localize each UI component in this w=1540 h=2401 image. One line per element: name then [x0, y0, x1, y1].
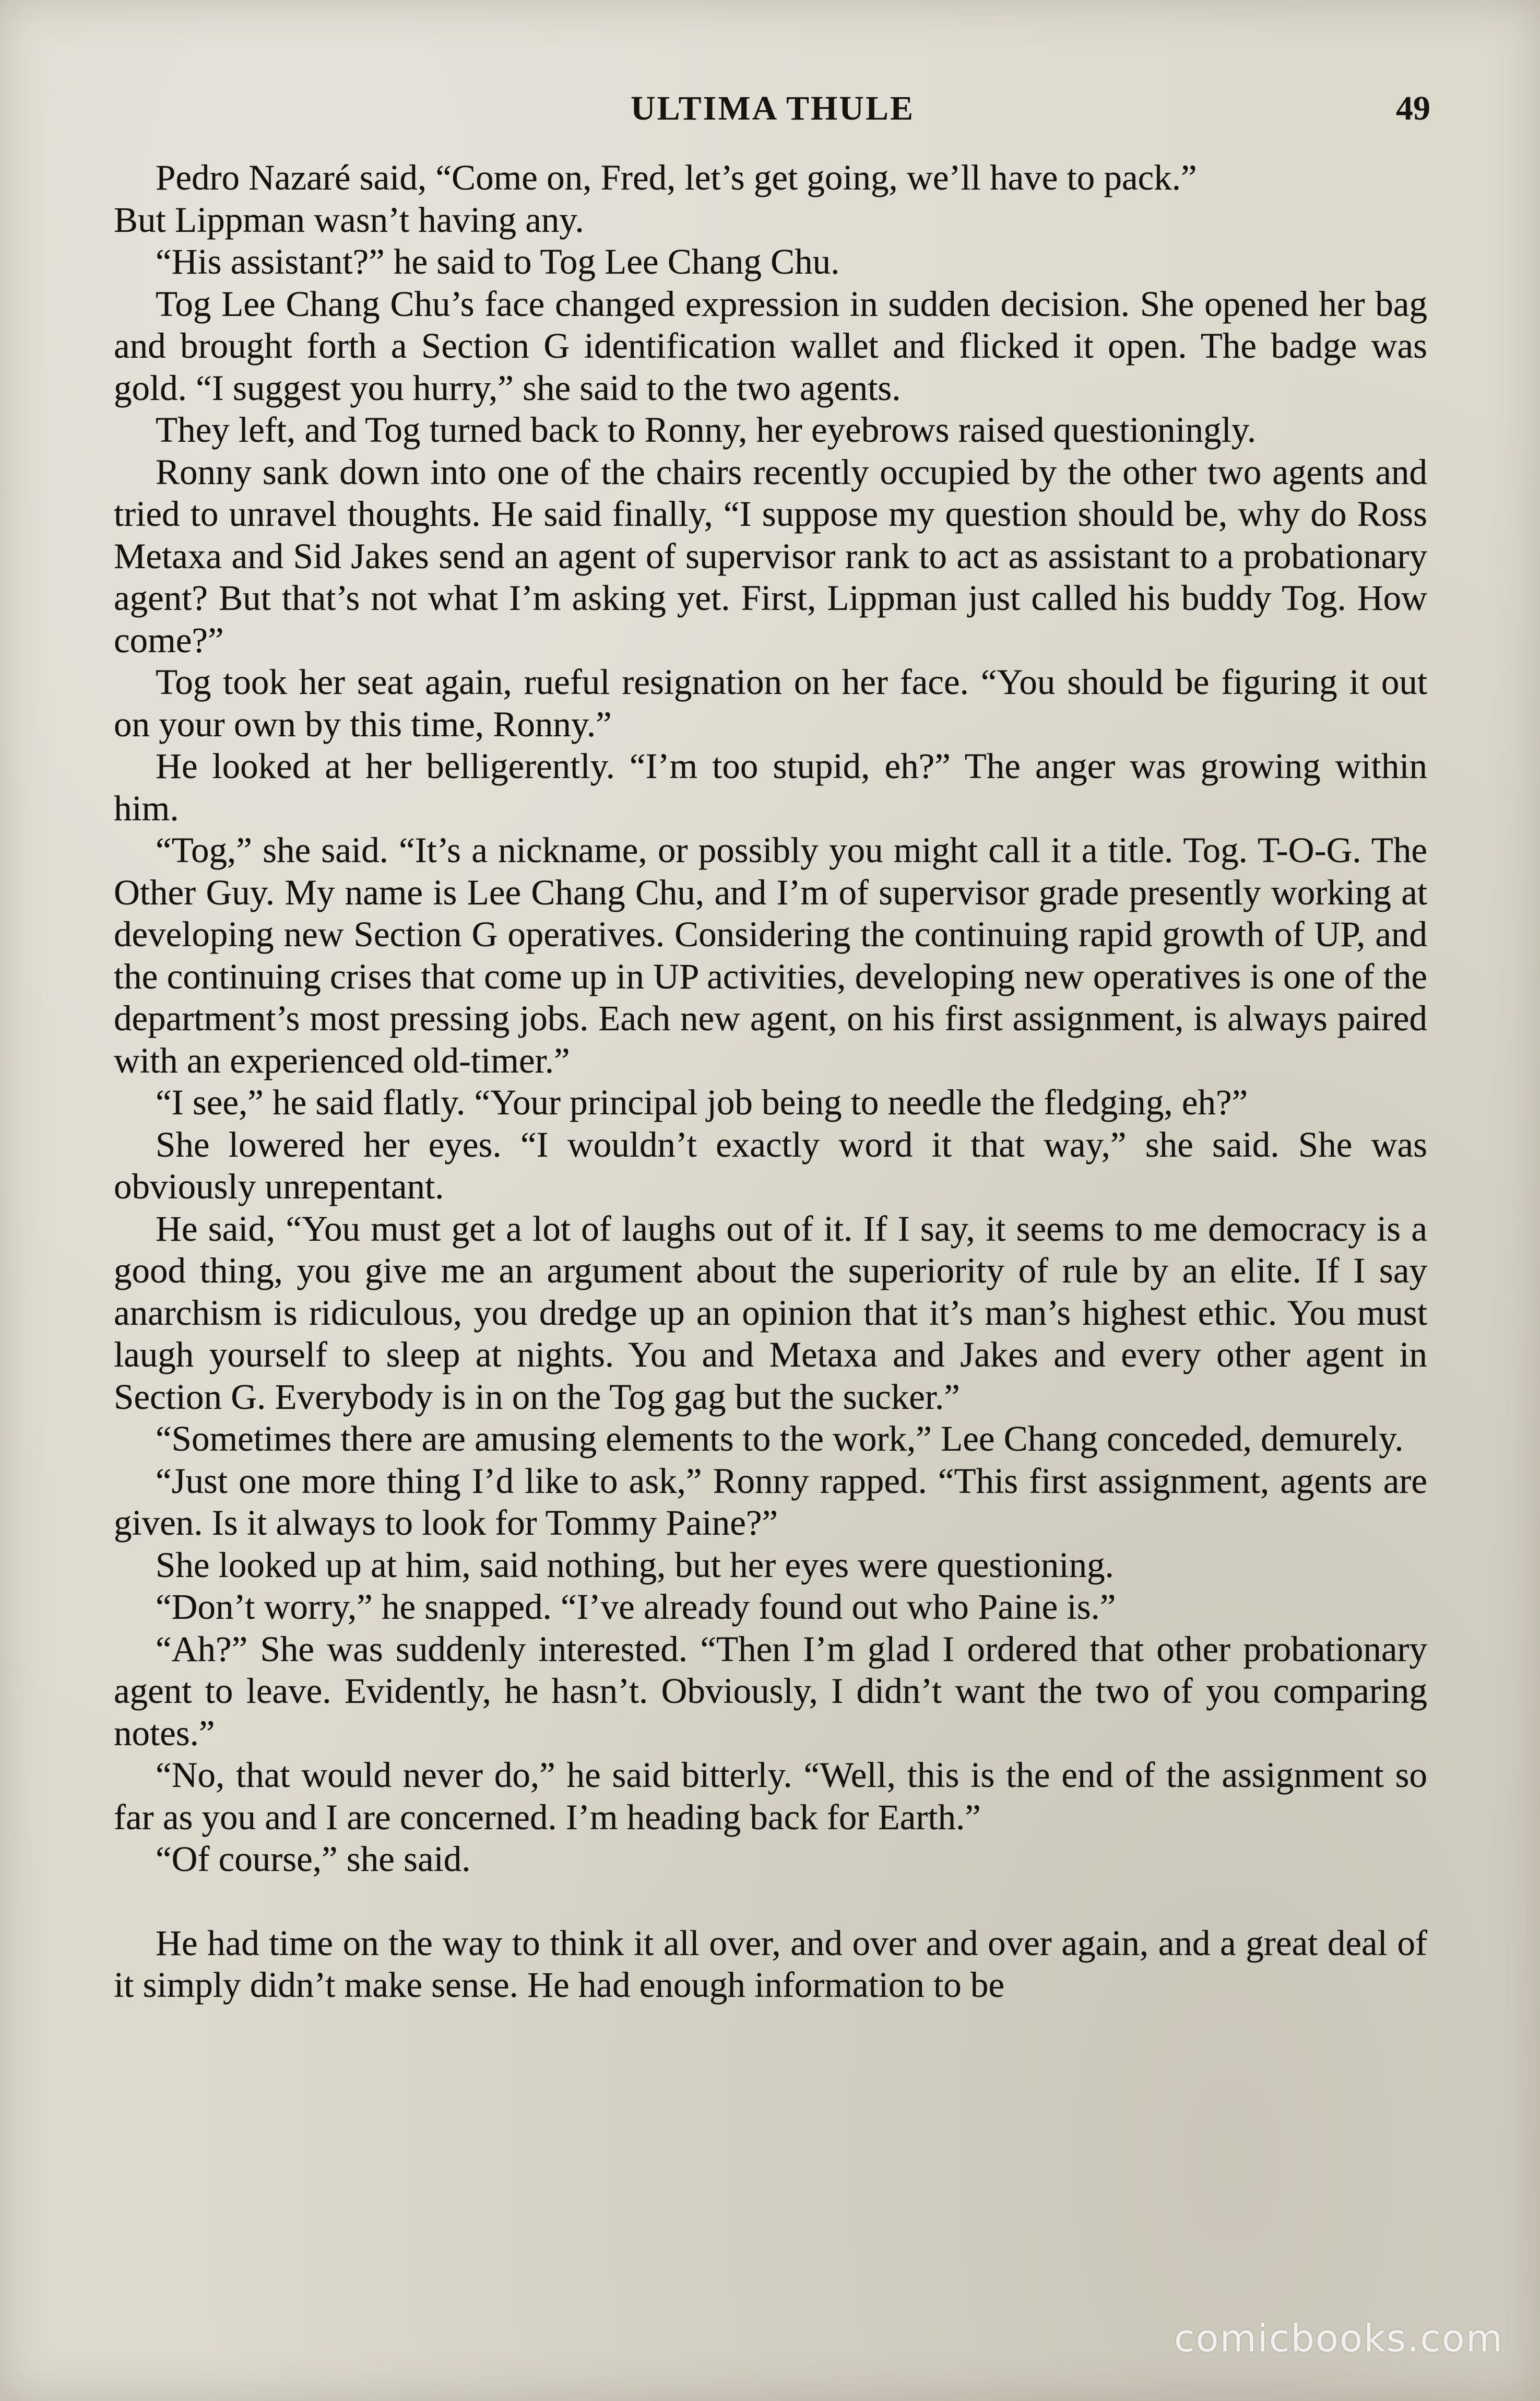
paragraph: “Just one more thing I’d like to ask,” Ronny rapped. “This first assignment, agents are given. Is it always to look for Tommy Paine?” — [114, 1461, 1427, 1543]
paragraph: She looked up at him, said nothing, but her eyes were questioning. — [156, 1545, 1114, 1585]
paragraph: “Don’t worry,” he snapped. “I’ve already found out who Paine is.” — [156, 1587, 1116, 1627]
paragraph: He looked at her belligerently. “I’m too stupid, eh?” The anger was growing within him. — [114, 746, 1427, 828]
watermark: comicbooks.com — [1174, 2316, 1503, 2360]
body-text — [114, 157, 1427, 2006]
paragraph: “No, that would never do,” he said bitterly. “Well, this is the end of the assignment so far as you and I are concerned. I’m heading back for Earth.” — [114, 1755, 1427, 1837]
section-break — [114, 1880, 1427, 1922]
page-number: 49 — [1396, 89, 1430, 127]
paragraph: He said, “You must get a lot of laughs out of it. If I say, it seems to me democracy is a good thing, you give me an argument about the superiority of rule by an elite. If I say anarchism is ridiculous, you dredge up an opinion that it’s man’s highest ethic. You must laugh yourself to sleep at nights. You and Metaxa and Jakes and every other agent in Section G. Everybody is in on the Tog gag but the sucker.” — [114, 1208, 1427, 1417]
paragraph: She lowered her eyes. “I wouldn’t exactly word it that way,” she said. She was obviously unrepentant. — [114, 1124, 1427, 1206]
paragraph: “Of course,” she said. — [156, 1839, 471, 1879]
paragraph: “I see,” he said flatly. “Your principal job being to needle the fledging, eh?” — [156, 1082, 1248, 1122]
page-header — [115, 89, 1430, 141]
paragraph: “Sometimes there are amusing elements to the work,” Lee Chang conceded, demurely. — [156, 1419, 1404, 1458]
paragraph: “Ah?” She was suddenly interested. “Then I’m glad I ordered that other probationary agent to leave. Evidently, he hasn’t. Obviously, I didn’t want the two of you comparing notes.” — [114, 1629, 1427, 1753]
paragraph: Ronny sank down into one of the chairs recently occupied by the other two agents and tried to unravel thoughts. He said finally, “I suppose my question should be, why do Ross Metaxa and Sid Jakes send an agent of supervisor rank to act as assistant to a probationary agent? But that’s not what I’m asking yet. First, Lippman just called his buddy Tog. How come?” — [114, 452, 1427, 660]
paragraph: Tog took her seat again, rueful resignation on her face. “You should be figuring it out on your own by this time, Ronny.” — [114, 662, 1427, 744]
paragraph: Tog Lee Chang Chu’s face changed expression in sudden decision. She opened her bag and brought forth a Section G identification wallet and flicked it open. The badge was gold. “I suggest you hurry,” she said to the two agents. — [114, 284, 1427, 408]
paragraph: Pedro Nazaré said, “Come on, Fred, let’s get going, we’ll have to pack.” — [156, 158, 1197, 197]
paragraph: But Lippman wasn’t having any. — [114, 199, 584, 240]
paragraph: They left, and Tog turned back to Ronny, her eyebrows raised questioningly. — [156, 410, 1257, 450]
paragraph: “Tog,” she said. “It’s a nickname, or possibly you might call it a title. Tog. T-O-G. The Other Guy. My name is Lee Chang Chu, and I’m of supervisor grade presently working at developing new Section G operatives. Considering the continuing rapid growth of UP, and the continuing crises that come up in UP activities, developing new operatives is one of the department’s most pressing jobs. Each new agent, on his first assignment, is always paired with an experienced old-timer.” — [114, 830, 1427, 1080]
running-head: ULTIMA THULE — [630, 89, 915, 127]
paragraph: “His assistant?” he said to Tog Lee Chang Chu. — [156, 242, 840, 281]
paragraph: He had time on the way to think it all over, and over and over again, and a great deal of it simply didn’t make sense. He had enough information to be — [114, 1923, 1427, 2005]
